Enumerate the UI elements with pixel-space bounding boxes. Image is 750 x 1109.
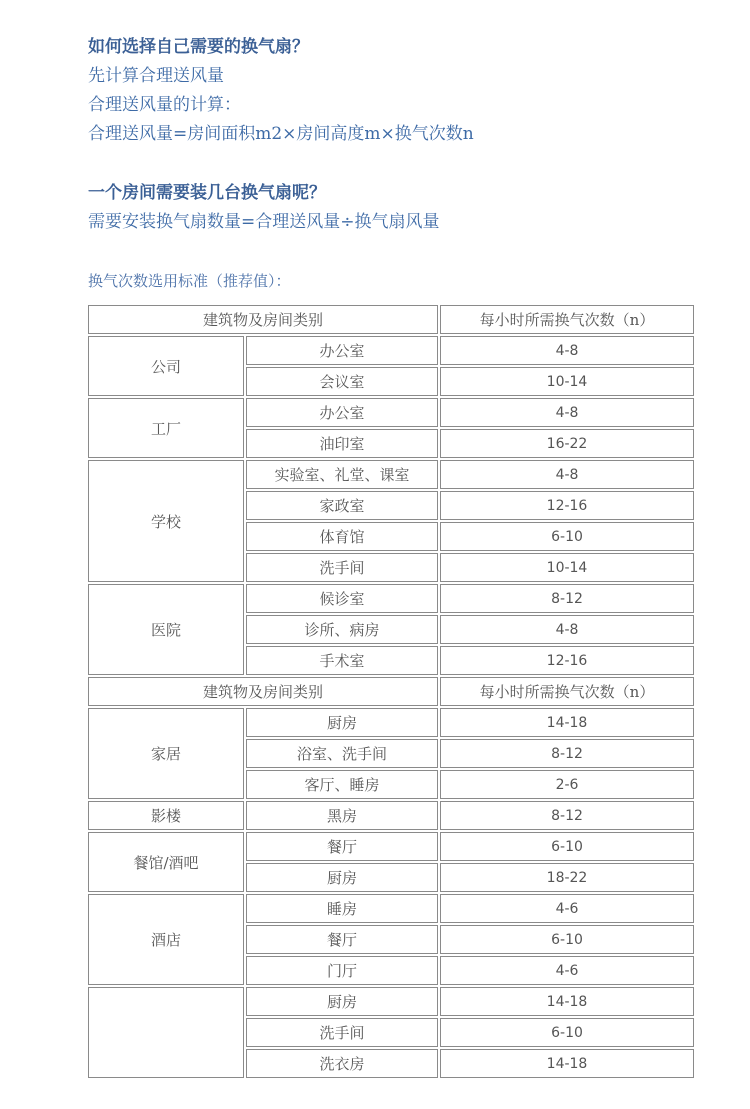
room-cell: 办公室: [246, 398, 438, 427]
header-rate: 每小时所需换气次数（n）: [440, 677, 694, 706]
category-cell: 影楼: [88, 801, 244, 830]
room-cell: 睡房: [246, 894, 438, 923]
section2-formula: 需要安装换气扇数量=合理送风量÷换气扇风量: [88, 212, 440, 232]
section1-line1: 先计算合理送风量: [88, 66, 224, 86]
rate-cell: 4-8: [440, 336, 694, 365]
table-header-row: [88, 305, 694, 334]
ventilation-rate-table: [86, 303, 696, 1080]
room-cell: 会议室: [246, 367, 438, 396]
category-cell: 医院: [88, 584, 244, 675]
table-row: [88, 336, 694, 365]
rate-cell: 6-10: [440, 925, 694, 954]
room-cell: 候诊室: [246, 584, 438, 613]
room-cell: 洗手间: [246, 553, 438, 582]
category-cell: 餐馆/酒吧: [88, 832, 244, 892]
rate-cell: 4-8: [440, 615, 694, 644]
rate-cell: 14-18: [440, 987, 694, 1016]
room-cell: 油印室: [246, 429, 438, 458]
room-cell: 手术室: [246, 646, 438, 675]
room-cell: 厨房: [246, 708, 438, 737]
room-cell: 厨房: [246, 987, 438, 1016]
category-cell: [88, 987, 244, 1078]
rate-cell: 4-6: [440, 894, 694, 923]
rate-cell: 14-18: [440, 708, 694, 737]
table-row: [88, 460, 694, 489]
rate-cell: 6-10: [440, 522, 694, 551]
section1-title: 如何选择自己需要的换气扇？: [88, 37, 309, 57]
table-row: [88, 987, 694, 1016]
rate-cell: 4-8: [440, 460, 694, 489]
category-cell: 工厂: [88, 398, 244, 458]
room-cell: 诊所、病房: [246, 615, 438, 644]
table-row: [88, 584, 694, 613]
room-cell: 洗手间: [246, 1018, 438, 1047]
room-cell: 黑房: [246, 801, 438, 830]
room-cell: 体育馆: [246, 522, 438, 551]
table-caption: 换气次数选用标准（推荐值）：: [88, 272, 291, 290]
rate-cell: 14-18: [440, 1049, 694, 1078]
rate-cell: 6-10: [440, 1018, 694, 1047]
rate-cell: 8-12: [440, 801, 694, 830]
rate-cell: 10-14: [440, 553, 694, 582]
table-row: [88, 894, 694, 923]
table-header-row: [88, 677, 694, 706]
section2-title: 一个房间需要装几台换气扇呢？: [88, 183, 326, 203]
rate-cell: 4-8: [440, 398, 694, 427]
room-cell: 洗衣房: [246, 1049, 438, 1078]
rate-cell: 12-16: [440, 491, 694, 520]
rate-cell: 2-6: [440, 770, 694, 799]
rate-cell: 4-6: [440, 956, 694, 985]
table-row: [88, 708, 694, 737]
room-cell: 厨房: [246, 863, 438, 892]
rate-cell: 16-22: [440, 429, 694, 458]
room-cell: 餐厅: [246, 832, 438, 861]
table-row: [88, 398, 694, 427]
rate-cell: 10-14: [440, 367, 694, 396]
rate-cell: 8-12: [440, 584, 694, 613]
category-cell: 公司: [88, 336, 244, 396]
rate-cell: 8-12: [440, 739, 694, 768]
room-cell: 家政室: [246, 491, 438, 520]
category-cell: 家居: [88, 708, 244, 799]
table-row: [88, 832, 694, 861]
room-cell: 办公室: [246, 336, 438, 365]
room-cell: 餐厅: [246, 925, 438, 954]
rate-cell: 18-22: [440, 863, 694, 892]
header-rate: 每小时所需换气次数（n）: [440, 305, 694, 334]
room-cell: 实验室、礼堂、课室: [246, 460, 438, 489]
rate-cell: 6-10: [440, 832, 694, 861]
header-category: 建筑物及房间类别: [88, 677, 438, 706]
table-row: [88, 801, 694, 830]
room-cell: 客厅、睡房: [246, 770, 438, 799]
category-cell: 酒店: [88, 894, 244, 985]
room-cell: 门厅: [246, 956, 438, 985]
category-cell: 学校: [88, 460, 244, 582]
rate-cell: 12-16: [440, 646, 694, 675]
room-cell: 浴室、洗手间: [246, 739, 438, 768]
section1-formula: 合理送风量=房间面积m2×房间高度m×换气次数n: [88, 124, 474, 144]
header-category: 建筑物及房间类别: [88, 305, 438, 334]
section1-line2: 合理送风量的计算：: [88, 95, 241, 115]
